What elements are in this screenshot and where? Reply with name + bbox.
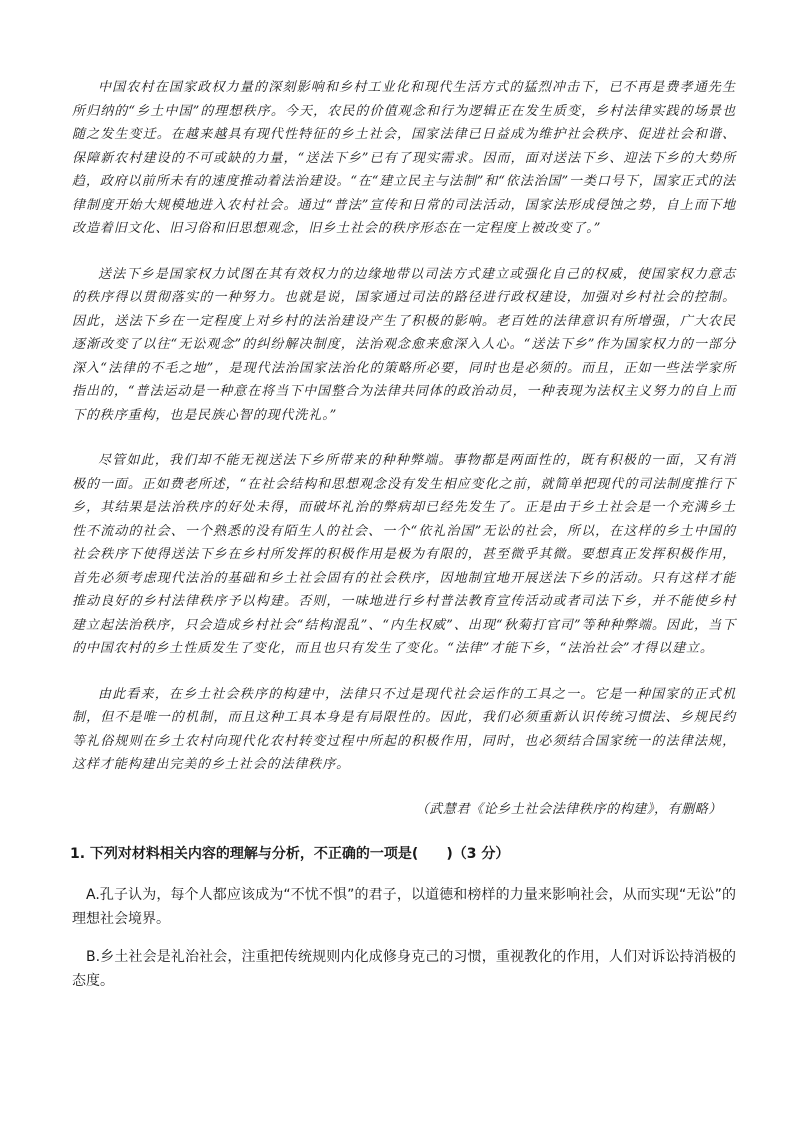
passage-paragraph-2: 送法下乡是国家权力试图在其有效权力的边缘地带以司法方式建立或强化自己的权威，使国家权力意志的秩序得以贯彻落实的一种努力。也就是说，国家通过司法的路径进行政权建设，加强对乡村社会的控制。因此，送法下乡在一定程度上对乡村的法治建设产生了积极的影响。老百姓的法律意识有所增强，广大农民逐渐改变了以往“无讼观念”的纠纷解决制度，法治观念愈来愈深入人心。“送法下乡”作为国家权力的一部分深入“法律的不毛之地”，是现代法治国家法治化的策略所必要，同时也是必须的。而且，正如一些法学家所指出的，“普法运动是一种意在将当下中国整合为法律共同体的政治动员，一种表现为法权主义努力的自上而下的秩序重构，也是民族心智的现代洗礼。” xyxy=(72,266,736,423)
question-stem: 1. 下列对材料相关内容的理解与分析，不正确的一项是( )（3 分） xyxy=(70,845,510,862)
option-a: A.孔子认为，每个人都应该成为“不忧不惧”的君子，以道德和榜样的力量来影响社会，从而实现“无讼”的理想社会境界。 xyxy=(72,886,736,927)
passage-source: （武慧君《论乡土社会法律秩序的构建》，有删略） xyxy=(415,801,722,817)
option-b: B.乡土社会是礼治社会，注重把传统规则内化成修身克己的习惯，重视教化的作用，人们对诉讼持消极的态度。 xyxy=(72,948,736,989)
passage-paragraph-3: 尽管如此，我们却不能无视送法下乡所带来的种种弊端。事物都是两面性的，既有积极的一面，又有消极的一面。正如费老所述，“在社会结构和思想观念没有发生相应变化之前，就简单把现代的司法制度推行下乡，其结果是法治秩序的好处未得，而破坏礼治的弊病却已经先发生了。正是由于乡土社会是一个充满乡土性不流动的社会、一个熟悉的没有陌生人的社会、一个“依礼治国”无讼的社会，所以，在这样的乡土中国的社会秩序下使得送法下乡在乡村所发挥的积极作用是极为有限的，甚至微乎其微。要想真正发挥积极作用，首先必须考虑现代法治的基础和乡土社会固有的社会秩序，因地制宜地开展送法下乡的活动。只有这样才能推动良好的乡村法律秩序予以构建。否则，一味地进行乡村普法教育宣传活动或者司法下乡，并不能使乡村建立起法治秩序，只会造成乡村社会“结构混乱”、“内生权威”、出现“秋菊打官司”等种种弊端。因此，当下的中国农村的乡土性质发生了变化，而且也只有发生了变化。“法律”才能下乡，“法治社会”才得以建立。 xyxy=(72,453,736,656)
passage-paragraph-1: 中国农村在国家政权力量的深刻影响和乡村工业化和现代生活方式的猛烈冲击下，已不再是费孝通先生所归纳的“乡土中国”的理想秩序。今天，农民的价值观念和行为逻辑正在发生质变，乡村法律实践的场景也随之发生变迁。在越来越具有现代性特征的乡土社会，国家法律已日益成为维护社会秩序、促进社会和谐、保障新农村建设的不可或缺的力量，“送法下乡”已有了现实需求。因而，面对送法下乡、迎法下乡的大势所趋，政府以前所未有的速度推动着法治建设。“在“建立民主与法制”和“依法治国”一类口号下，国家正式的法律制度开始大规模地进入农村社会。通过“普法”宣传和日常的司法活动，国家法形成侵蚀之势，自上而下地改造着旧文化、旧习俗和旧思想观念，旧乡土社会的秩序形态在一定程度上被改变了。” xyxy=(72,80,736,236)
passage-paragraph-4: 由此看来，在乡土社会秩序的构建中，法律只不过是现代社会运作的工具之一。它是一种国家的正式机制，但不是唯一的机制，而且这种工具本身是有局限性的。因此，我们必须重新认识传统习惯法、乡规民约等礼俗规则在乡土农村向现代化农村转变过程中所起的积极作用，同时，也必须结合国家统一的法律法规，这样才能构建出完美的乡土社会的法律秩序。 xyxy=(72,686,736,772)
